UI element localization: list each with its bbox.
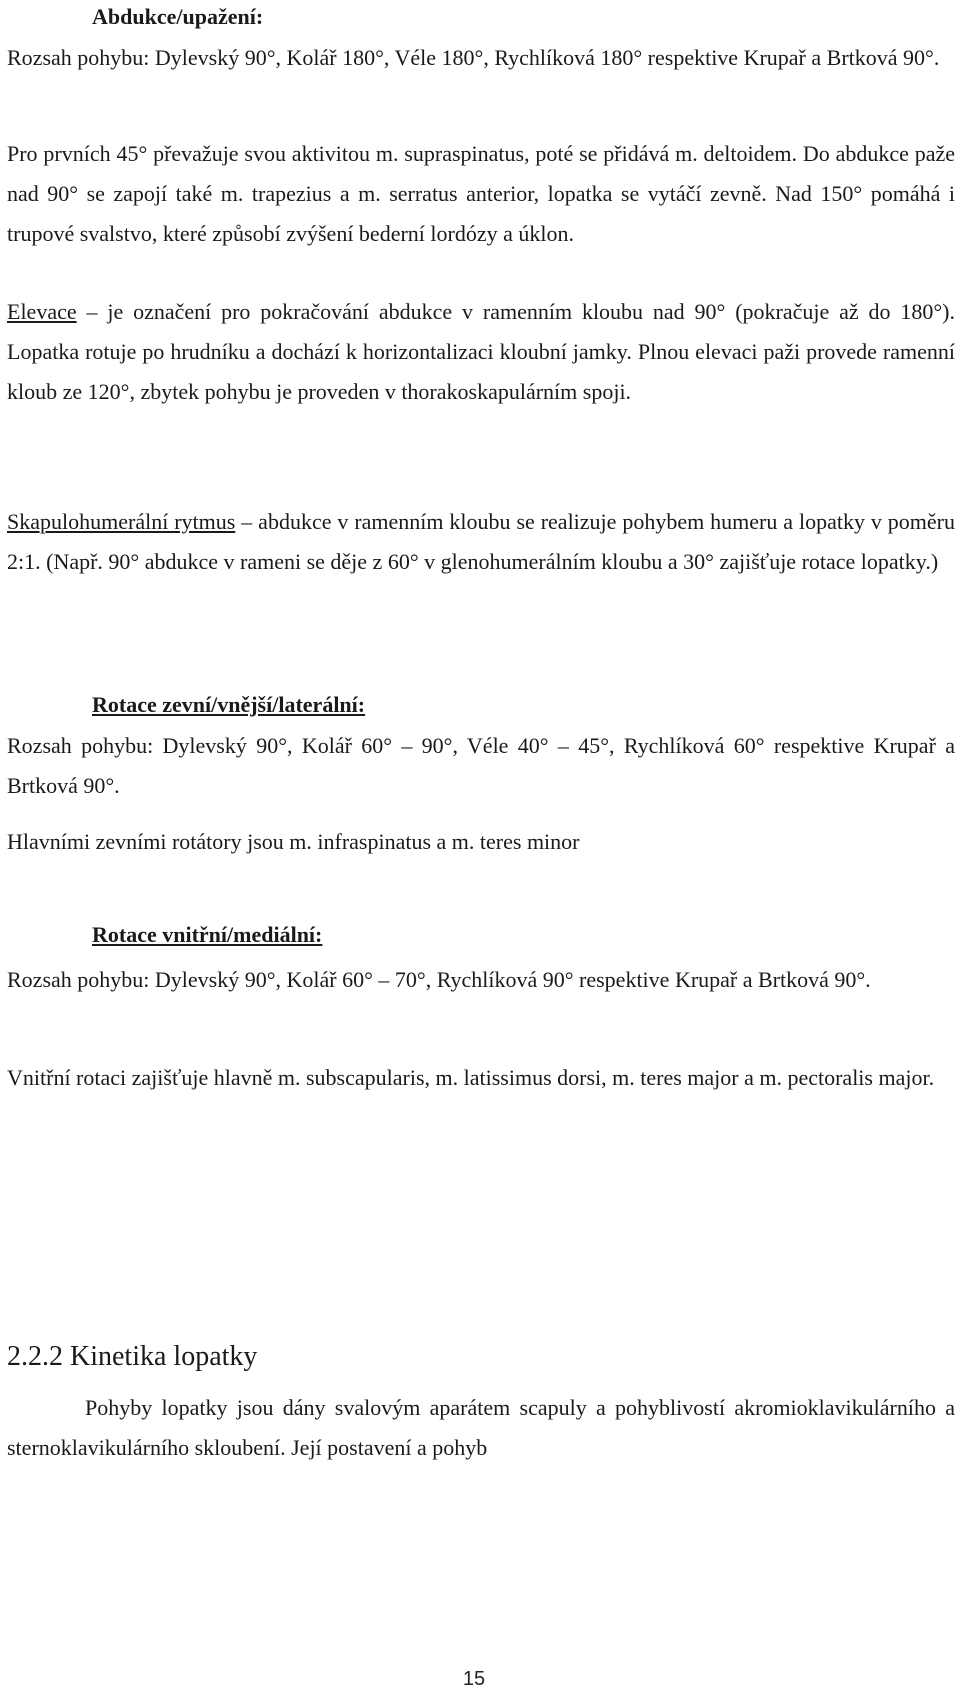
paragraph-abdukce-muscles: Pro prvních 45° převažuje svou aktivitou m. supraspinatus, poté se přidává m. deltoidem. Do abdukce paže nad 90° se zapojí také m. trapezius a m. serratus anterior, lopatka se vytáčí zevně. Nad 150° pomáhá i trupové svalstvo, které způsobí zvýšení bederní lordózy a úklon. xyxy=(7,141,955,246)
heading-abdukce: Abdukce/upažení: xyxy=(92,4,264,29)
paragraph-rotace-zevni-muscles: Hlavními zevními rotátory jsou m. infraspinatus a m. teres minor xyxy=(7,829,580,854)
section-title-kinetika: 2.2.2 Kinetika lopatky xyxy=(7,1341,258,1372)
heading-rotace-vnitrni: Rotace vnitřní/mediální: xyxy=(92,922,323,947)
paragraph-rotace-vnitrni-range: Rozsah pohybu: Dylevský 90°, Kolář 60° – 70°, Rychlíková 90° respektive Krupař a Brtková 90°. xyxy=(7,967,871,992)
term-elevace: Elevace xyxy=(7,299,77,324)
paragraph-rotace-zevni-range: Rozsah pohybu: Dylevský 90°, Kolář 60° – 90°, Véle 40° – 45°, Rychlíková 60° respektive Krupař a Brtková 90°. xyxy=(7,733,955,798)
paragraph-kinetika: Pohyby lopatky jsou dány svalovým aparátem scapuly a pohyblivostí akromioklavikulárního a sternoklavikulárního skloubení. Její postavení a pohyb xyxy=(7,1395,955,1460)
paragraph-skapulohumeralni-rytmus xyxy=(7,502,955,582)
term-skapulohumeralni-rytmus: Skapulohumerální rytmus xyxy=(7,509,236,534)
page-number: 15 xyxy=(462,1668,486,1690)
paragraph-elevace xyxy=(7,292,955,412)
document-page xyxy=(7,0,955,1694)
elevace-text: – je označení pro pokračování abdukce v ramenním kloubu nad 90° (pokračuje až do 180°). Lopatka rotuje po hrudníku a dochází k horizontalizaci kloubní jamky. Plnou elevaci paži provede ramenní kloub ze 120°, zbytek pohybu je proveden v thorakoskapulárním spoji. xyxy=(7,299,955,404)
paragraph-abdukce-range: Rozsah pohybu: Dylevský 90°, Kolář 180°, Véle 180°, Rychlíková 180° respektive Krupař a Brtková 90°. xyxy=(7,45,940,70)
heading-rotace-zevni: Rotace zevní/vnější/laterální: xyxy=(92,692,366,717)
rytmus-text: – abdukce v ramenním kloubu se realizuje pohybem humeru a lopatky v poměru 2:1. (Např. 90° abdukce v rameni se děje z 60° v glenohumerálním kloubu a 30° zajišťuje rotace lopatky.) xyxy=(7,509,955,574)
paragraph-rotace-vnitrni-muscles: Vnitřní rotaci zajišťuje hlavně m. subscapularis, m. latissimus dorsi, m. teres major a m. pectoralis major. xyxy=(7,1065,935,1090)
